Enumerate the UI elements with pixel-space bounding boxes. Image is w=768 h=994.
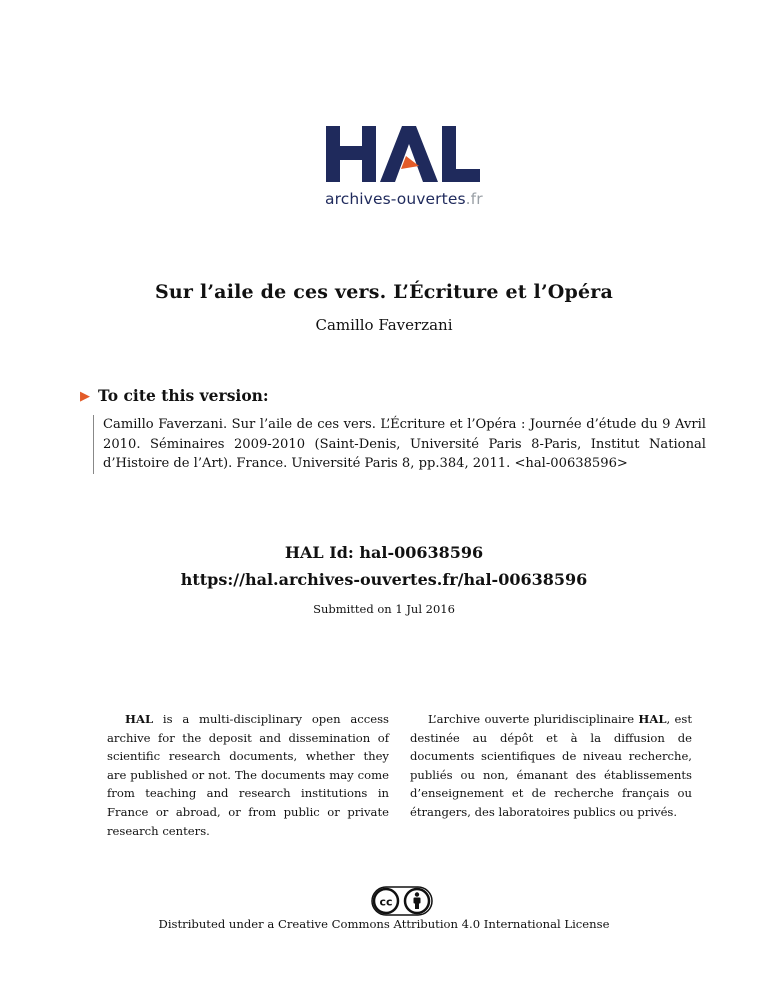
hal-logo-subtitle: archives-ouvertes.fr	[325, 190, 483, 208]
cite-heading: ▶ To cite this version:	[80, 386, 269, 405]
hal-logo	[322, 118, 486, 210]
description-english: HAL is a multi-disciplinary open access archive for the deposit and dissemination of scientific research documents, whether they are published or not. The documents may come from teaching and research institutions in France or abroad, or from public or private research centers.	[107, 712, 389, 838]
hal-url-link[interactable]: https://hal.archives-ouvertes.fr/hal-00638596	[180, 570, 588, 589]
triangle-right-icon: ▶	[80, 389, 90, 404]
description-french: L’archive ouverte pluridisciplinaire HAL, est destinée au dépôt et à la diffusion de documents scientifiques de niveau recherche, publiés ou non, émanant des établissements d’enseignement et de recherche français ou étrangers, des laboratoires publics ou privés.	[410, 712, 692, 819]
citation-text: Camillo Faverzani. Sur l’aile de ces vers. L’Écriture et l’Opéra : Journée d’étude du 9 Avril 2010. Séminaires 2009-2010 (Saint-Denis, Université Paris 8-Paris, Institut National d’Histoire de l’Art). France. Université Paris 8, pp.384, 2011. <hal-00638596>	[93, 415, 706, 474]
submission-date: Submitted on 1 Jul 2016	[313, 602, 455, 616]
license-text: Distributed under a Creative Commons Attribution 4.0 International License	[158, 917, 610, 931]
creative-commons-icon	[371, 886, 433, 916]
hal-id: HAL Id: hal-00638596	[284, 543, 484, 562]
document-title: Sur l’aile de ces vers. L’Écriture et l’Opéra	[154, 281, 614, 303]
hal-logo-mark	[322, 118, 486, 186]
svg-text:cc: cc	[379, 895, 393, 909]
document-author: Camillo Faverzani	[315, 316, 453, 334]
